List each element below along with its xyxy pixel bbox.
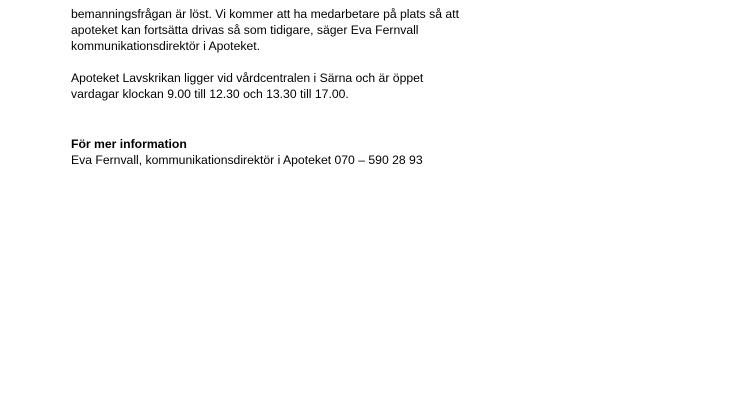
- contact-line: Eva Fernvall, kommunikationsdirektör i Apoteket 070 – 590 28 93: [71, 153, 423, 167]
- contact-heading: För mer information: [71, 137, 187, 151]
- paragraph-line: Apoteket Lavskrikan ligger vid vårdcentralen i Särna och är öppet: [71, 71, 424, 85]
- paragraph-spacer: [71, 54, 511, 70]
- contact-section: [71, 136, 511, 168]
- paragraph-line: bemanningsfrågan är löst. Vi kommer att ha medarbetare på plats så att: [71, 7, 459, 21]
- paragraph-line: vardagar klockan 9.00 till 12.30 och 13.30 till 17.00.: [71, 87, 349, 101]
- paragraph-staffing: [71, 6, 511, 54]
- paragraph-line: kommunikationsdirektör i Apoteket.: [71, 39, 260, 53]
- section-spacer: [71, 102, 511, 136]
- document-body: [71, 0, 511, 168]
- paragraph-line: apoteket kan fortsätta drivas så som tidigare, säger Eva Fernvall: [71, 23, 419, 37]
- paragraph-opening-hours: [71, 70, 511, 102]
